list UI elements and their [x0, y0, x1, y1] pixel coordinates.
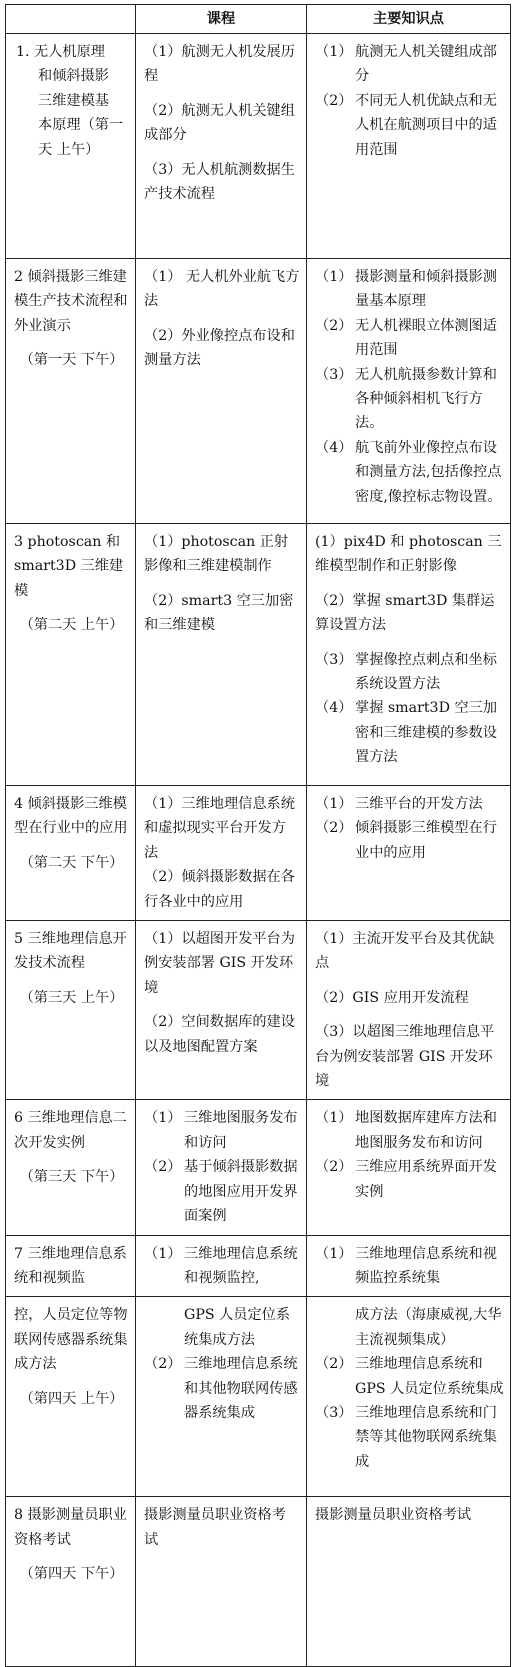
course-item: （2） 三维地理信息系统和其他物联网传感器系统集成 — [144, 1356, 298, 1421]
course-text: （2）航测无人机关键组成部分 — [144, 102, 295, 144]
table-row — [6, 1100, 511, 1235]
point-text: 摄影测量员职业资格考试 — [315, 1507, 472, 1524]
row-title-cell — [6, 1497, 136, 1667]
row-points-cell — [307, 1497, 511, 1667]
row-points-cell — [307, 524, 511, 786]
row-points-cell — [307, 34, 511, 259]
point-text: （2）掌握 smart3D 集群运算设置方法 — [315, 592, 495, 634]
row-title-cell — [6, 259, 136, 524]
row-course-cell — [136, 921, 307, 1100]
row-points-cell — [307, 1297, 511, 1497]
row-title: 4 倾斜摄影三维模型在行业中的应用 — [14, 796, 128, 837]
header-course: 课程 — [136, 5, 307, 34]
course-item: （2） 基于倾斜摄影数据的地图应用开发界面案例 — [144, 1159, 298, 1225]
point-item: （1） 地图数据库建库方法和地图服务发布和访问 — [315, 1110, 497, 1151]
course-text: （1）以超图开发平台为例安装部署 GIS 开发环境 — [144, 931, 295, 996]
point-item: （1） 航测无人机关键组成部分 — [315, 44, 497, 85]
course-text: （1）photoscan 正射影像和三维建模制作 — [144, 534, 289, 575]
row-title-line: 三维建模基 — [38, 92, 109, 109]
point-text: （3）以超图三维地理信息平台为例安装部署 GIS 开发环境 — [315, 1024, 495, 1090]
row-title-cell — [6, 1235, 136, 1297]
row-course-cell — [136, 259, 307, 524]
row-title-cell — [6, 921, 136, 1100]
course-item: （1） 三维地图服务发布和访问 — [144, 1110, 298, 1151]
point-item: （4） 航飞前外业像控点布设和测量方法,包括像控点密度,像控标志物设置。 — [315, 439, 502, 505]
row-title-line: 1. 无人机原理 — [16, 44, 105, 60]
row-points-cell — [307, 259, 511, 524]
row-course-cell — [136, 524, 307, 786]
row-title: 7 三维地理信息系统和视频监 — [14, 1245, 127, 1286]
table-row — [6, 34, 511, 259]
point-text: (1）pix4D 和 photoscan 三维模型制作和正射影像 — [315, 534, 502, 575]
row-time: （第三天 下午） — [19, 1169, 124, 1186]
row-course-cell — [136, 1497, 307, 1667]
row-points-cell — [307, 786, 511, 921]
course-table — [5, 4, 511, 1667]
course-text: （3）无人机航测数据生产技术流程 — [144, 161, 295, 203]
row-time: （第二天 上午） — [19, 617, 124, 634]
header-key-points: 主要知识点 — [307, 5, 511, 34]
row-title: 5 三维地理信息开发技术流程 — [14, 931, 127, 972]
table-row — [6, 1297, 511, 1497]
row-title-cell — [6, 786, 136, 921]
row-title: 控，人员定位等物联网传感器系统集成方法 — [14, 1307, 128, 1373]
row-title-line: 天 上午） — [38, 141, 100, 158]
course-item: （1） 三维地理信息系统和视频监控, — [144, 1245, 298, 1286]
point-item: 成方法（海康威视,大华主流视频集成） — [355, 1307, 502, 1348]
course-text: （1）三维地理信息系统和虚拟现实平台开发方法 — [144, 796, 295, 861]
row-time: （第一天 下午） — [19, 352, 124, 369]
point-item: （1） 三维平台的开发方法 — [315, 796, 483, 812]
table-row — [6, 786, 511, 921]
point-item: （1） 摄影测量和倾斜摄影测量基本原理 — [315, 269, 497, 310]
row-title-cell — [6, 34, 136, 259]
row-title: 3 photoscan 和 smart3D 三维建模 — [14, 534, 124, 599]
course-text: （2）外业像控点布设和测量方法 — [144, 327, 295, 369]
course-table-container — [5, 4, 510, 1667]
table-header-row — [6, 5, 511, 34]
header-empty-cell — [6, 5, 136, 34]
point-item: （2） 不同无人机优缺点和无人机在航测项目中的适用范围 — [315, 92, 497, 158]
row-course-cell — [136, 786, 307, 921]
point-item: （4） 掌握 smart3D 空三加密和三维建模的参数设置方法 — [315, 700, 498, 766]
row-title: 8 摄影测量员职业资格考试 — [14, 1507, 127, 1548]
row-course-cell — [136, 1100, 307, 1235]
course-text: （1） 无人机外业航飞方法 — [144, 269, 300, 310]
row-title-cell — [6, 1100, 136, 1235]
row-title-line: 本原理（第一 — [38, 117, 124, 134]
point-text: （1）主流开发平台及其优缺点 — [315, 931, 495, 972]
row-course-cell — [136, 1297, 307, 1497]
point-item: （2） 三维地理信息系统和 GPS 人员定位系统集成 — [315, 1356, 504, 1397]
point-item: （3） 掌握像控点刺点和坐标系统设置方法 — [315, 651, 497, 693]
course-text: （2）smart3 空三加密和三维建模 — [144, 592, 294, 634]
point-item: （2） 倾斜摄影三维模型在行业中的应用 — [315, 820, 497, 861]
table-row — [6, 921, 511, 1100]
table-row — [6, 1497, 511, 1667]
point-item: （1） 三维地理信息系统和视频监控系统集 — [315, 1245, 497, 1286]
row-time: （第三天 上午） — [19, 989, 124, 1006]
row-course-cell — [136, 1235, 307, 1297]
point-item: （3） 三维地理信息系统和门禁等其他物联网系统集成 — [315, 1404, 497, 1470]
course-text: （1）航测无人机发展历程 — [144, 44, 295, 85]
row-time: （第四天 下午） — [19, 1566, 124, 1583]
row-points-cell — [307, 1100, 511, 1235]
course-text: （2）空间数据库的建设以及地图配置方案 — [144, 1014, 295, 1055]
row-points-cell — [307, 1235, 511, 1297]
row-points-cell — [307, 921, 511, 1100]
row-time: （第四天 上午） — [19, 1390, 124, 1407]
table-row — [6, 259, 511, 524]
course-text: 摄影测量员职业资格考试 — [144, 1507, 286, 1548]
row-time: （第二天 下午） — [19, 854, 124, 871]
course-text: （2）倾斜摄影数据在各行各业中的应用 — [144, 869, 295, 910]
row-title-cell — [6, 524, 136, 786]
course-item: GPS 人员定位系统集成方法 — [184, 1307, 291, 1348]
table-row — [6, 524, 511, 786]
point-text: （2）GIS 应用开发流程 — [315, 989, 469, 1006]
row-title: 6 三维地理信息二次开发实例 — [14, 1110, 127, 1151]
point-item: （2） 三维应用系统界面开发实例 — [315, 1159, 497, 1200]
row-title-line: 和倾斜摄影 — [38, 68, 109, 85]
row-title: 2 倾斜摄影三维建模生产技术流程和外业演示 — [14, 269, 128, 334]
row-title-cell — [6, 1297, 136, 1497]
point-item: （2） 无人机裸眼立体测图适用范围 — [315, 317, 497, 359]
table-row — [6, 1235, 511, 1297]
point-item: （3） 无人机航摄参数计算和各种倾斜相机飞行方法。 — [315, 366, 497, 432]
row-course-cell — [136, 34, 307, 259]
